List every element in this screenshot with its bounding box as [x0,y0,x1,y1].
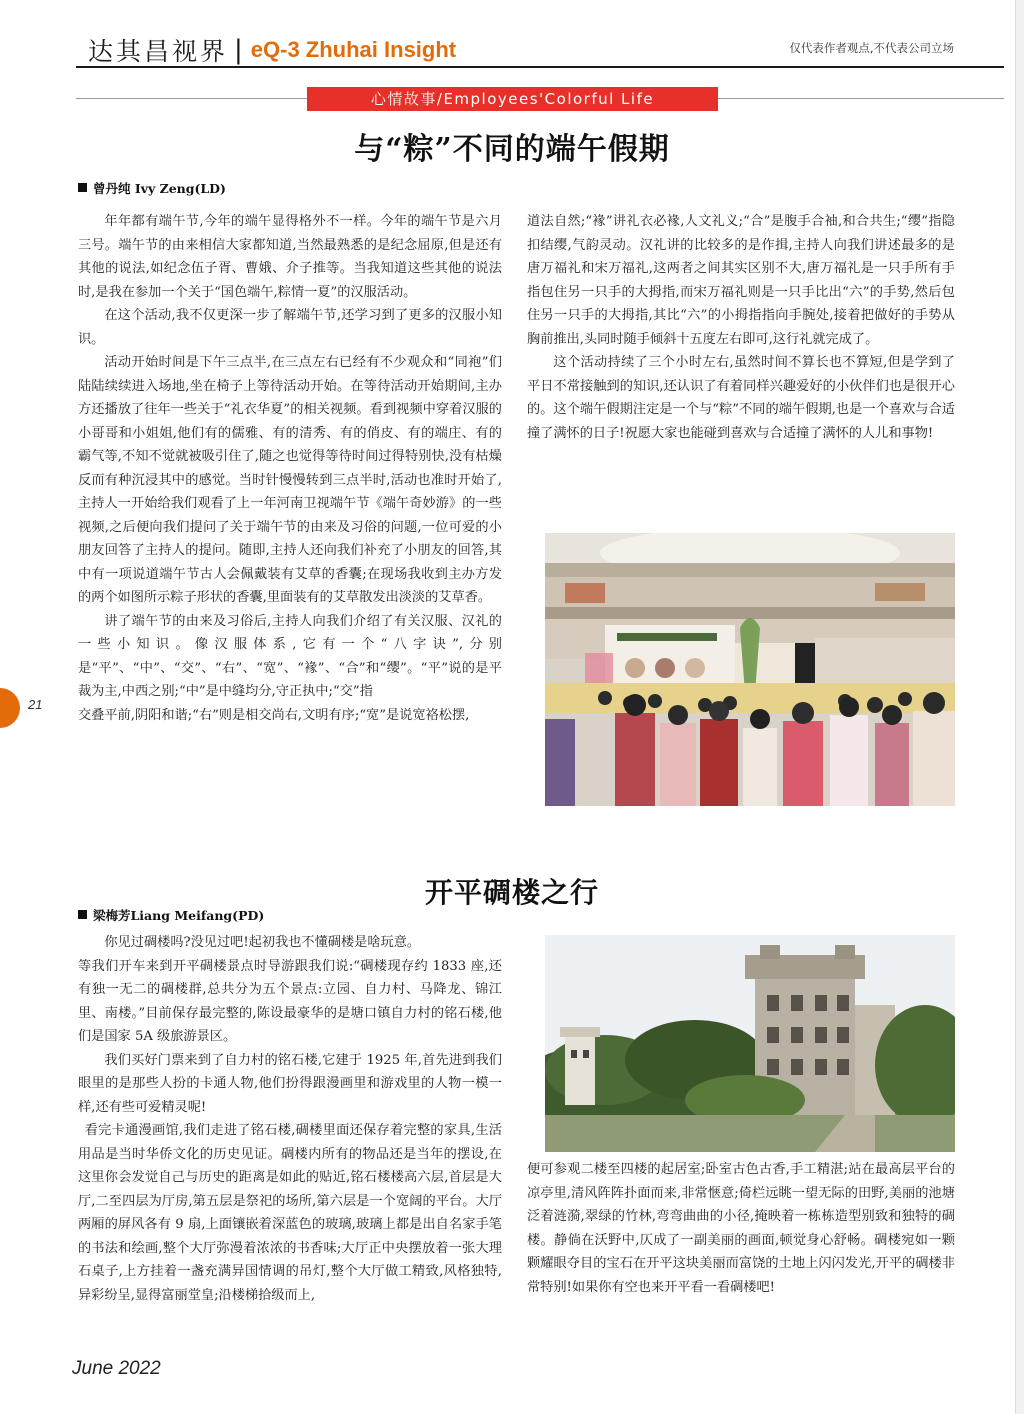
paragraph: 道法自然;“褖”讲礼衣必褖,人文礼义;“合”是腹手合袖,和合共生;“缨”指隐扣结缨,气韵灵动。汉礼讲的比较多的是作揖,主持人向我们讲述最多的是唐万福礼和宋万福礼,这两者之间其实区别不大,唐万福礼是一只手所有手指包住另一只手的大拇指,而宋万福礼则是一只手比出“六”的手势,然后包住另一只手的大拇指,其比“六”的小拇指指向手腕处,接着把做好的手势从胸前推出,头同时随手倾斜十五度左右即可,这行礼就完成了。 [527,214,955,347]
header-divider [76,66,1004,68]
paragraph: 等我们开车来到开平碉楼景点时导游跟我们说:“碉楼现存约 1833 座,还有独一无二的碉楼群,总共分为五个景点:立园、自力村、马降龙、锦江里、南楼。”目前保存最完整的,陈设最豪华的是塘口镇自力村的铭石楼,他们是国家 5A 级旅游景区。 [78,958,502,1044]
disclaimer-text: 仅代表作者观点,不代表公司立场 [789,41,954,55]
section-banner: 心情故事/Employees'Colorful Life [307,87,718,111]
article-1-right-column [527,210,955,445]
brand-name-english: eQ-3 Zhuhai Insight [250,37,457,62]
page-number: 21 [28,697,43,712]
article-2-right-column [527,1158,955,1299]
page-number-tab [0,688,20,728]
paragraph: 便可参观二楼至四楼的起居室;卧室古色古香,手工精湛;站在最高层平台的凉亭里,清风阵阵扑面而来,非常惬意;倚栏远眺一望无际的田野,美丽的池塘泛着涟漪,翠绿的竹林,弯弯曲曲的小径,掩映着一栋栋造型别致和独特的碉楼。静倘在沃野中,仄成了一副美丽的画面,顿觉身心舒畅。碉楼宛如一颗颗耀眼夺目的宝石在开平这块美丽而富饶的土地上闪闪发光,开平的碉楼非常特别!如果你有空也来开平看一看碉楼吧! [527,1162,955,1295]
paragraph: 活动开始时间是下午三点半,在三点左右已经有不少观众和“同袍”们陆陆续续进入场地,坐在椅子上等待活动开始。在等待活动开始期间,主办方还播放了往年一些关于“礼衣华夏”的相关视频。看到视频中穿着汉服的小哥哥和小姐姐,他们有的儒雅、有的清秀、有的俏皮、有的端庄、有的霸气等,不知不觉就被吸引住了,随之也觉得等待时间过得特别快,没有枯燥反而有种沉浸其中的感觉。当时针慢慢转到三点半时,活动也准时开始了,主持人一开始给我们观看了上一年河南卫视端午节《端午奇妙游》的一些视频,之后便向我们提问了关于端午节的由来及习俗的问题,一位可爱的小朋友回答了主持人的提问。随即,主持人还向我们补充了小朋友的回答,其中有一项说道端午节古人会佩戴装有艾草的香囊;在现场我收到主办方发的两个如图所示粽子形状的香囊,里面装有的艾草散发出淡淡的艾草香。 [78,355,502,605]
paragraph: 这个活动持续了三个小时左右,虽然时间不算长也不算短,但是学到了平日不常接触到的知识,还认识了有着同样兴趣爱好的小伙伴们也是很开心的。这个端午假期注定是一个与“粽”不同的端午假期,也是一个喜欢与合适撞了满怀的日子!祝愿大家也能碰到喜欢与合适撞了满怀的人儿和事物! [527,355,955,441]
paragraph: 我们买好门票来到了自力村的铭石楼,它建于 1925 年,首先进到我们眼里的是那些人扮的卡通人物,他们扮得跟漫画里和游戏里的人物一模一样,还有些可爱精灵呢! [78,1052,502,1115]
hanfu-event-photo [545,533,955,806]
paragraph: 你见过碉楼吗?没见过吧!起初我也不懂碉楼是啥玩意。 [104,935,421,950]
magazine-masthead [88,32,456,68]
article-1-title: 与“粽”不同的端午假期 [354,132,670,167]
article-2-title: 开平碉楼之行 [424,876,599,909]
issue-date: June 2022 [72,1358,161,1379]
page-edge [1015,0,1024,1414]
bullet-square-icon [78,910,87,919]
paragraph: 讲了端午节的由来及习俗后,主持人向我们介绍了有关汉服、汉礼的一些小知识。像汉服体系,它有一个“八字诀”,分别是“平”、“中”、“交”、“右”、“宽”、“褖”、“合”和“缨”。“平”说的是平裁为主,中西之别;“中”是中缝均分,守正执中;“交”指 [78,613,502,699]
bullet-square-icon [78,183,87,192]
brand-name-chinese: 达其昌视界 [88,37,229,66]
article-2-author [78,906,264,924]
paragraph: 在这个活动,我不仅更深一步了解端午节,还学习到了更多的汉服小知识。 [78,308,502,347]
paragraph: 看完卡通漫画馆,我们走进了铭石楼,碉楼里面还保存着完整的家具,生活用品是当时华侨文化的历史见证。碉楼内所有的物品还是当年的摆设,在这里你会发觉自己与历史的距离是如此的贴近,铭石楼楼高六层,首层是大厅,二至四层为厅房,第五层是祭祀的场所,第六层是一个宽阔的平台。大厅两厢的屏风各有 9 扇,上面镶嵌着深蓝色的玻璃,玻璃上都是出自名家手笔的书法和绘画,整个大厅弥漫着浓浓的书香味;大厅正中央摆放着一张大理石桌子,上方挂着一盏充满异国情调的吊灯,整个大厅做工精致,风格独特,异彩纷呈,显得富丽堂皇;沿楼梯拾级而上, [78,1123,502,1303]
article-1-author-name: 曾丹纯 Ivy Zeng(LD) [93,181,226,196]
paragraph: 交叠平前,阴阳和谐;“右”则是相交尚右,文明有序;“宽”是说宽袼松摆, [78,707,470,723]
diaolou-photo [545,935,955,1152]
paragraph: 年年都有端午节,今年的端午显得格外不一样。今年的端午节是六月三号。端午节的由来相信大家都知道,当然最熟悉的是纪念屈原,但是还有其他的说法,如纪念伍子胥、曹娥、介子推等。当我知道这些其他的说法时,是我在参加一个关于“国色端午,粽情一夏”的汉服活动。 [78,214,502,300]
article-2-left-column [78,931,502,1307]
article-1-left-column [78,210,502,727]
article-2-author-name: 梁梅芳Liang Meifang(PD) [93,908,265,923]
brand-separator: | [234,35,243,65]
article-1-author [78,179,226,197]
